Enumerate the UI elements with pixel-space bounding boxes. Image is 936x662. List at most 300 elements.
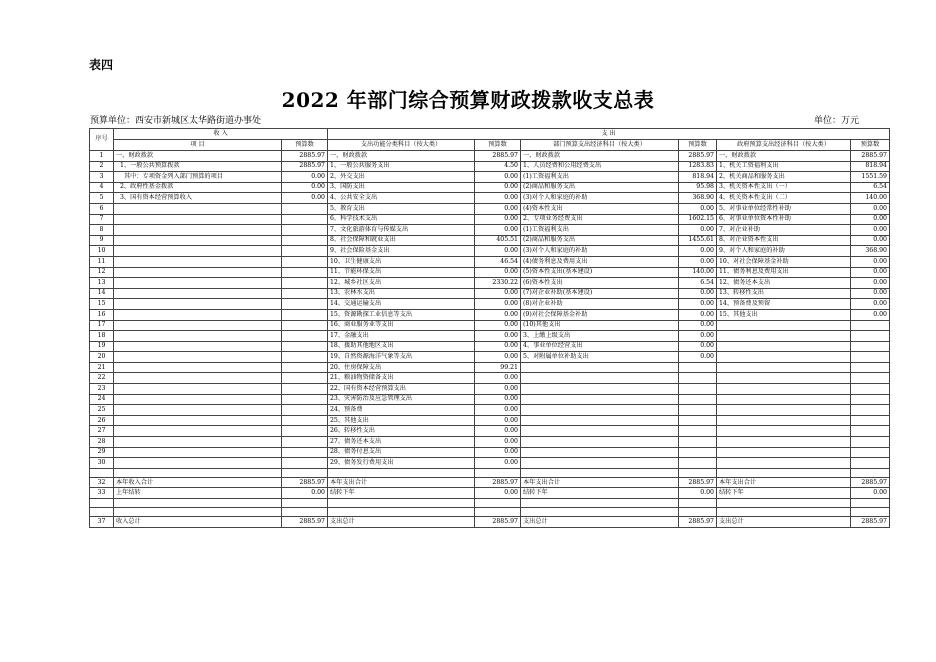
amount-cell: 0.00 [475, 437, 521, 448]
item-cell: 10、对社会保障基金补助 [717, 256, 851, 267]
item-cell: 一、财政拨款 [521, 151, 679, 162]
item-cell [717, 384, 851, 395]
item-cell: 支出总计 [717, 517, 851, 528]
amount-cell [282, 256, 328, 267]
amount-cell [282, 373, 328, 384]
amount-cell: 0.00 [679, 488, 717, 499]
row-seq-cell: 2 [90, 161, 114, 172]
amount-cell [282, 499, 328, 508]
amount-cell [851, 499, 890, 508]
amount-cell [679, 394, 717, 405]
amount-cell: 6.54 [679, 278, 717, 289]
amount-cell: 0.00 [282, 488, 328, 499]
header-seq: 序号 [90, 129, 114, 151]
table-row [90, 288, 890, 299]
item-cell [717, 468, 851, 477]
item-cell [521, 373, 679, 384]
table-row [90, 151, 890, 162]
amount-cell [282, 447, 328, 458]
table-row [90, 214, 890, 225]
budget-unit-label: 预算单位：西安市新城区太华路街道办事处 [90, 116, 262, 126]
item-cell: 1、人员经费和公用经费支出 [521, 161, 679, 172]
table-body [90, 151, 890, 528]
item-cell [114, 341, 282, 352]
table-row [90, 468, 890, 477]
amount-cell [475, 468, 521, 477]
table-row [90, 278, 890, 289]
amount-cell: 0.00 [282, 172, 328, 183]
row-seq-cell: 30 [90, 458, 114, 469]
row-seq-cell: 1 [90, 151, 114, 162]
item-cell [114, 362, 282, 373]
row-seq-cell: 32 [90, 477, 114, 488]
amount-cell [851, 341, 890, 352]
amount-cell [851, 362, 890, 373]
item-cell [114, 299, 282, 310]
table-row [90, 477, 890, 488]
table-row [90, 331, 890, 342]
item-cell: 27、债务还本支出 [328, 437, 475, 448]
row-seq-cell: 7 [90, 214, 114, 225]
item-cell [114, 373, 282, 384]
amount-cell: 0.00 [679, 288, 717, 299]
item-cell: 本年支出合计 [328, 477, 475, 488]
header-budget-income: 预算数 [282, 140, 328, 151]
row-seq-cell: 16 [90, 309, 114, 320]
amount-cell [282, 352, 328, 363]
amount-cell: 2885.97 [475, 477, 521, 488]
item-cell: 11、节能环保支出 [328, 267, 475, 278]
table-row [90, 225, 890, 236]
amount-cell [282, 288, 328, 299]
item-cell [114, 458, 282, 469]
amount-cell: 0.00 [475, 182, 521, 193]
amount-cell: 0.00 [851, 214, 890, 225]
amount-cell: 0.00 [475, 488, 521, 499]
amount-cell: 368.90 [851, 246, 890, 257]
amount-cell [282, 394, 328, 405]
table-row [90, 517, 890, 528]
item-cell [114, 405, 282, 416]
amount-cell: 2885.97 [679, 517, 717, 528]
item-cell [521, 499, 679, 508]
table-row [90, 362, 890, 373]
row-seq-cell: 27 [90, 426, 114, 437]
amount-cell [282, 458, 328, 469]
amount-cell [282, 415, 328, 426]
amount-cell: 1551.59 [851, 172, 890, 183]
item-cell: 上年结转 [114, 488, 282, 499]
table-row [90, 267, 890, 278]
doc-tag: 表四 [89, 58, 114, 72]
table-row [90, 458, 890, 469]
amount-cell: 140.00 [851, 193, 890, 204]
item-cell [717, 373, 851, 384]
item-cell: 13、转移性支出 [717, 288, 851, 299]
table-row [90, 352, 890, 363]
item-cell [114, 203, 282, 214]
table-row [90, 193, 890, 204]
table-row [90, 373, 890, 384]
item-cell: (3)对个人和家庭的补助 [521, 193, 679, 204]
item-cell [521, 437, 679, 448]
item-cell [717, 394, 851, 405]
item-cell [114, 394, 282, 405]
item-cell: 1、机关工资福利支出 [717, 161, 851, 172]
amount-cell [851, 415, 890, 426]
item-cell [114, 278, 282, 289]
row-seq-cell: 29 [90, 447, 114, 458]
amount-cell: 2885.97 [475, 151, 521, 162]
item-cell: 24、预备费 [328, 405, 475, 416]
item-cell [521, 362, 679, 373]
item-cell: 23、灾害防治及应急管理支出 [328, 394, 475, 405]
item-cell: 2、外交支出 [328, 172, 475, 183]
table-row [90, 161, 890, 172]
table-row [90, 405, 890, 416]
row-seq-cell: 15 [90, 299, 114, 310]
table-row [90, 426, 890, 437]
amount-cell: 0.00 [282, 193, 328, 204]
amount-cell: 0.00 [851, 235, 890, 246]
amount-cell: 0.00 [475, 458, 521, 469]
row-seq-cell: 22 [90, 373, 114, 384]
item-cell: 17、金融支出 [328, 331, 475, 342]
row-seq-cell: 20 [90, 352, 114, 363]
amount-cell [851, 426, 890, 437]
amount-cell: 6.54 [851, 182, 890, 193]
item-cell: 12、城乡社区支出 [328, 278, 475, 289]
currency-unit-label: 单位：万元 [813, 116, 859, 126]
amount-cell [282, 320, 328, 331]
item-cell: 1、一般公共服务支出 [328, 161, 475, 172]
item-cell [114, 508, 282, 517]
amount-cell: 140.00 [679, 267, 717, 278]
item-cell: 其中：专项资金列入部门预算的项目 [114, 172, 282, 183]
amount-cell: 818.94 [679, 172, 717, 183]
amount-cell: 0.00 [475, 193, 521, 204]
item-cell: 14、预备费及预留 [717, 299, 851, 310]
amount-cell: 0.00 [679, 256, 717, 267]
item-cell: (4)债务利息及费用支出 [521, 256, 679, 267]
amount-cell: 2330.22 [475, 278, 521, 289]
row-seq-cell: 28 [90, 437, 114, 448]
item-cell: 5、对附属单位补助支出 [521, 352, 679, 363]
row-seq-cell: 21 [90, 362, 114, 373]
item-cell [328, 499, 475, 508]
table-row [90, 182, 890, 193]
amount-cell: 818.94 [851, 161, 890, 172]
amount-cell: 95.98 [679, 182, 717, 193]
amount-cell [679, 373, 717, 384]
row-seq-cell: 19 [90, 341, 114, 352]
item-cell: 13、农林水支出 [328, 288, 475, 299]
item-cell [717, 352, 851, 363]
header-item: 项 目 [114, 140, 282, 151]
item-cell [114, 256, 282, 267]
item-cell: 结转下年 [328, 488, 475, 499]
amount-cell: 0.00 [475, 267, 521, 278]
amount-cell: 0.00 [851, 203, 890, 214]
table-row [90, 172, 890, 183]
item-cell: 支出总计 [521, 517, 679, 528]
item-cell: 19、自然资源海洋气象等支出 [328, 352, 475, 363]
item-cell [114, 499, 282, 508]
amount-cell: 0.00 [475, 203, 521, 214]
row-seq-cell: 3 [90, 172, 114, 183]
amount-cell [282, 235, 328, 246]
amount-cell: 0.00 [475, 384, 521, 395]
item-cell: (2)商品和服务支出 [521, 182, 679, 193]
amount-cell: 0.00 [475, 373, 521, 384]
amount-cell: 0.00 [282, 182, 328, 193]
amount-cell [282, 426, 328, 437]
item-cell: 9、社会保险基金支出 [328, 246, 475, 257]
item-cell: 26、转移性支出 [328, 426, 475, 437]
row-seq-cell: 23 [90, 384, 114, 395]
item-cell [521, 394, 679, 405]
amount-cell [679, 405, 717, 416]
item-cell: 6、对事业单位资本性补助 [717, 214, 851, 225]
item-cell: 收入总计 [114, 517, 282, 528]
header-expense: 支 出 [328, 129, 890, 140]
amount-cell: 2885.97 [282, 517, 328, 528]
amount-cell: 0.00 [679, 331, 717, 342]
amount-cell: 0.00 [851, 488, 890, 499]
page-title: 2022 年部门综合预算财政拨款收支总表 [281, 88, 655, 112]
item-cell [717, 331, 851, 342]
item-cell: 本年收入合计 [114, 477, 282, 488]
amount-cell [679, 499, 717, 508]
item-cell [521, 447, 679, 458]
amount-cell: 0.00 [851, 225, 890, 236]
item-cell: 5、教育支出 [328, 203, 475, 214]
item-cell [521, 426, 679, 437]
amount-cell [851, 437, 890, 448]
item-cell [114, 320, 282, 331]
item-cell [717, 458, 851, 469]
item-cell: (1)工资福利支出 [521, 225, 679, 236]
amount-cell [851, 352, 890, 363]
amount-cell: 0.00 [679, 203, 717, 214]
row-seq-cell: 4 [90, 182, 114, 193]
item-cell: 一、财政拨款 [114, 151, 282, 162]
item-cell [717, 508, 851, 517]
row-seq-cell: 13 [90, 278, 114, 289]
item-cell: 2、政府性基金拨款 [114, 182, 282, 193]
row-seq-cell: 12 [90, 267, 114, 278]
item-cell [328, 468, 475, 477]
amount-cell: 0.00 [475, 299, 521, 310]
item-cell: 29、债务发行费用支出 [328, 458, 475, 469]
item-cell [114, 415, 282, 426]
amount-cell: 0.00 [851, 278, 890, 289]
amount-cell: 368.90 [679, 193, 717, 204]
row-seq-cell: 10 [90, 246, 114, 257]
table-row [90, 299, 890, 310]
item-cell: 2、专项业务经费支出 [521, 214, 679, 225]
item-cell: 本年支出合计 [717, 477, 851, 488]
amount-cell [679, 437, 717, 448]
item-cell: 一、财政拨款 [717, 151, 851, 162]
amount-cell [851, 508, 890, 517]
amount-cell: 0.00 [475, 415, 521, 426]
amount-cell [851, 373, 890, 384]
amount-cell: 0.00 [475, 352, 521, 363]
item-cell: 3、上缴上级支出 [521, 331, 679, 342]
item-cell: 3、机关资本性支出（一） [717, 182, 851, 193]
table-row [90, 203, 890, 214]
row-seq-cell: 37 [90, 517, 114, 528]
item-cell: 结转下年 [717, 488, 851, 499]
row-seq-cell: 33 [90, 488, 114, 499]
amount-cell: 0.00 [475, 394, 521, 405]
item-cell [114, 225, 282, 236]
amount-cell: 0.00 [851, 299, 890, 310]
table-row [90, 235, 890, 246]
item-cell: 5、对事业单位经常性补助 [717, 203, 851, 214]
item-cell: 4、事业单位经营支出 [521, 341, 679, 352]
item-cell [114, 447, 282, 458]
item-cell [717, 499, 851, 508]
amount-cell [851, 394, 890, 405]
row-seq-cell: 14 [90, 288, 114, 299]
amount-cell [851, 447, 890, 458]
item-cell [114, 384, 282, 395]
row-seq-cell [90, 508, 114, 517]
item-cell [114, 309, 282, 320]
header-budget-func: 预算数 [475, 140, 521, 151]
item-cell: 22、国有资本经营预算支出 [328, 384, 475, 395]
item-cell: (8)对企业补助 [521, 299, 679, 310]
item-cell: 15、其他支出 [717, 309, 851, 320]
amount-cell: 0.00 [475, 405, 521, 416]
amount-cell [851, 458, 890, 469]
table-row [90, 488, 890, 499]
item-cell [114, 437, 282, 448]
header-budget-dept: 预算数 [679, 140, 717, 151]
amount-cell [679, 468, 717, 477]
item-cell: (7)对企业补助(基本建设) [521, 288, 679, 299]
item-cell [114, 331, 282, 342]
table-row [90, 384, 890, 395]
amount-cell: 0.00 [475, 426, 521, 437]
amount-cell: 46.54 [475, 256, 521, 267]
amount-cell [282, 331, 328, 342]
amount-cell [679, 426, 717, 437]
item-cell [114, 235, 282, 246]
table-row [90, 246, 890, 257]
item-cell [114, 288, 282, 299]
row-seq-cell: 5 [90, 193, 114, 204]
item-cell: 本年支出合计 [521, 477, 679, 488]
amount-cell [282, 225, 328, 236]
item-cell [717, 415, 851, 426]
item-cell: 3、国有资本经营预算收入 [114, 193, 282, 204]
item-cell: 1、一般公共预算拨款 [114, 161, 282, 172]
table-row [90, 394, 890, 405]
item-cell [717, 362, 851, 373]
amount-cell: 2885.97 [282, 151, 328, 162]
amount-cell: 0.00 [851, 288, 890, 299]
amount-cell [282, 299, 328, 310]
item-cell: (4)资本性支出 [521, 203, 679, 214]
amount-cell: 0.00 [851, 267, 890, 278]
item-cell: (1)工资福利支出 [521, 172, 679, 183]
item-cell: 6、科学技术支出 [328, 214, 475, 225]
item-cell: 支出总计 [328, 517, 475, 528]
table-row [90, 499, 890, 508]
item-cell: (3)对个人和家庭的补助 [521, 246, 679, 257]
amount-cell [851, 405, 890, 416]
amount-cell [851, 331, 890, 342]
item-cell: (10)其他支出 [521, 320, 679, 331]
item-cell: 11、债务利息及费用支出 [717, 267, 851, 278]
item-cell: 12、债务还本支出 [717, 278, 851, 289]
item-cell: 结转下年 [521, 488, 679, 499]
amount-cell: 2885.97 [851, 517, 890, 528]
table-row [90, 508, 890, 517]
item-cell [521, 405, 679, 416]
item-cell: 9、对个人和家庭的补助 [717, 246, 851, 257]
amount-cell [679, 362, 717, 373]
amount-cell [851, 468, 890, 477]
item-cell [521, 458, 679, 469]
item-cell [114, 246, 282, 257]
budget-table [89, 128, 890, 528]
amount-cell: 0.00 [679, 246, 717, 257]
amount-cell [679, 384, 717, 395]
item-cell [328, 508, 475, 517]
amount-cell: 0.00 [679, 299, 717, 310]
item-cell [114, 426, 282, 437]
amount-cell: 2885.97 [475, 517, 521, 528]
item-cell: (6)资本性支出 [521, 278, 679, 289]
item-cell [717, 437, 851, 448]
amount-cell [282, 384, 328, 395]
row-seq-cell: 6 [90, 203, 114, 214]
item-cell [521, 468, 679, 477]
amount-cell [679, 447, 717, 458]
item-cell [717, 426, 851, 437]
amount-cell [282, 405, 328, 416]
row-seq-cell: 9 [90, 235, 114, 246]
item-cell: 8、对企业资本性支出 [717, 235, 851, 246]
table-row [90, 256, 890, 267]
amount-cell: 2885.97 [282, 477, 328, 488]
amount-cell [475, 499, 521, 508]
amount-cell [475, 508, 521, 517]
amount-cell: 2885.97 [282, 161, 328, 172]
amount-cell: 2885.97 [679, 151, 717, 162]
header-income: 收 入 [114, 129, 328, 140]
item-cell [114, 352, 282, 363]
item-cell: 3、国防支出 [328, 182, 475, 193]
item-cell [521, 415, 679, 426]
header-gov-econ: 政府预算支出经济科目（按大类） [717, 140, 851, 151]
item-cell: 14、交通运输支出 [328, 299, 475, 310]
amount-cell [282, 508, 328, 517]
amount-cell: 0.00 [475, 309, 521, 320]
amount-cell [679, 458, 717, 469]
amount-cell [282, 278, 328, 289]
amount-cell: 2885.97 [851, 477, 890, 488]
amount-cell [282, 362, 328, 373]
row-seq-cell [90, 468, 114, 477]
item-cell: 18、援助其他地区支出 [328, 341, 475, 352]
table-row [90, 320, 890, 331]
item-cell: (9)对社会保障基金补助 [521, 309, 679, 320]
